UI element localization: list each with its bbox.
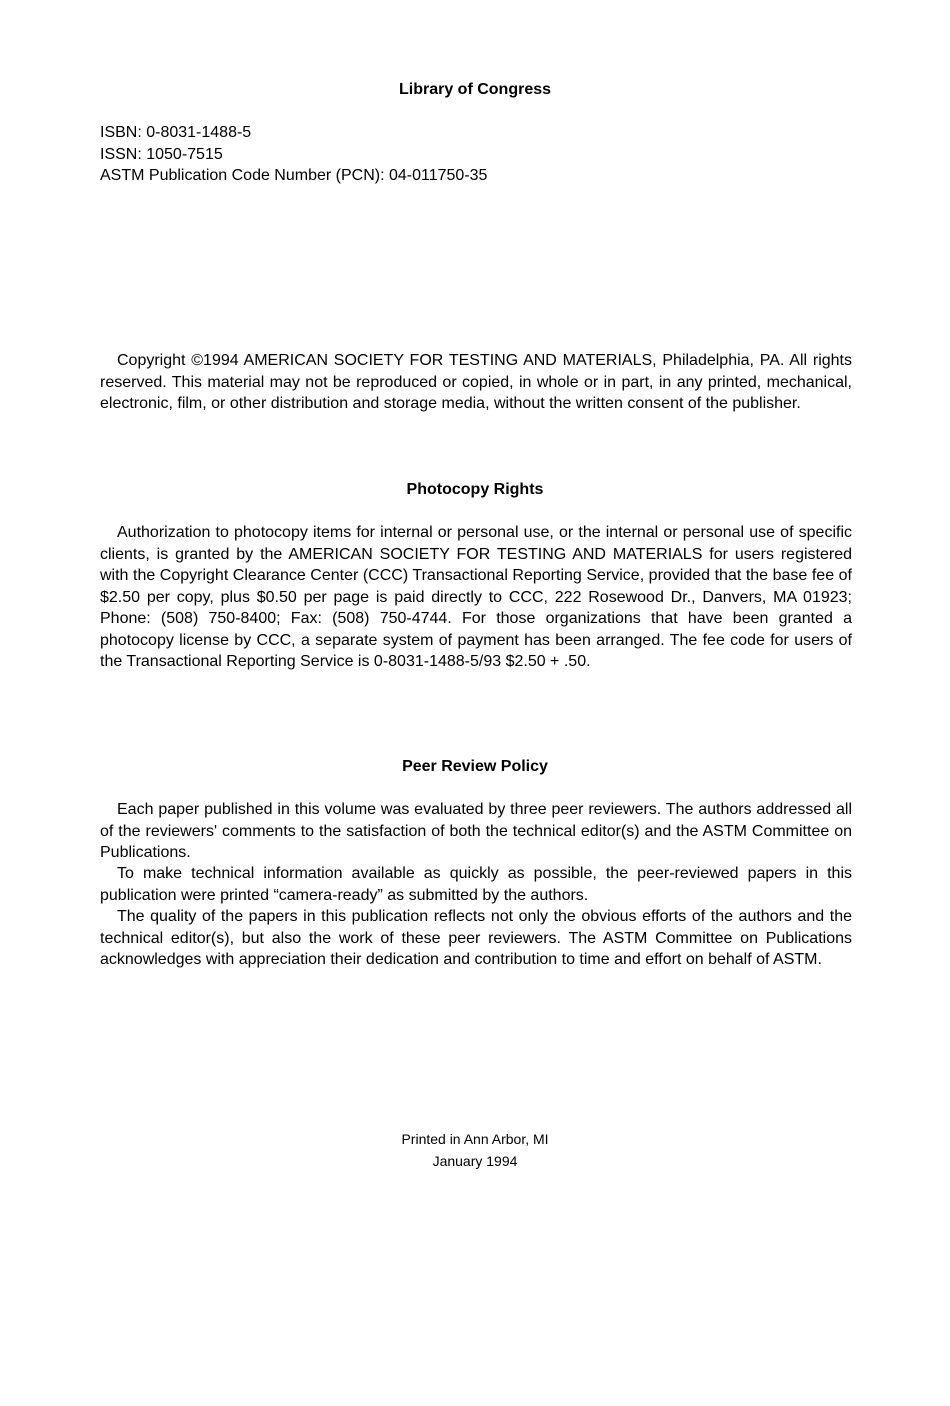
photocopy-rights-text: Authorization to photocopy items for internal or personal use, or the internal or personal use of specific clients, is granted by the AMERICAN SOCIETY FOR TESTING AND MATERIALS for users registered with the Copyright Clearance Center (CCC) Transactional Reporting Service, provided that the base fee of $2.50 per copy, plus $0.50 per page is paid directly to CCC, 222 Rosewood Dr., Danvers, MA 01923; Phone: (508) 750-8400; Fax: (508) 750-4744. For those organizations that have been granted a photocopy license by CCC, a separate system of payment has been arranged. The fee code for users of the Transactional Reporting Service is 0-8031-1488-5/93 $2.50 + .50. (100, 524, 852, 670)
peer-review-text: Each paper published in this volume was evaluated by three peer reviewers. The authors addressed all of the reviewers' comments to the satisfaction of both the technical editor(s) and the ASTM Committee on Publications. (100, 801, 852, 861)
library-of-congress-heading: Library of Congress (398, 81, 552, 98)
photocopy-rights-heading: Photocopy Rights (406, 481, 544, 498)
peer-review-text: The quality of the papers in this publication reflects not only the obvious efforts of the authors and the technical editor(s), but also the work of these peer reviewers. The ASTM Committee on Publications acknowledges with appreciation their dedication and contribution to time and effort on behalf of ASTM. (100, 908, 852, 968)
peer-review-paragraph (100, 906, 852, 971)
peer-review-paragraph (100, 863, 852, 906)
peer-review-paragraph (100, 799, 852, 864)
peer-review-policy-heading: Peer Review Policy (402, 758, 548, 775)
isbn-line: ISBN: 0-8031-1488-5 (100, 124, 252, 141)
copyright-paragraph (100, 350, 852, 415)
printed-date: January 1994 (432, 1153, 518, 1169)
issn-line: ISSN: 1050-7515 (100, 146, 223, 163)
photocopy-rights-paragraph (100, 522, 852, 673)
printed-location: Printed in Ann Arbor, MI (401, 1131, 549, 1147)
copyright-text: Copyright ©1994 AMERICAN SOCIETY FOR TESTING AND MATERIALS, Philadelphia, PA. All rights reserved. This material may not be reproduced or copied, in whole or in part, in any printed, mechanical, electronic, film, or other distribution and storage media, without the written consent of the publisher. (100, 352, 852, 412)
peer-review-text: To make technical information available as quickly as possible, the peer-reviewed papers in this publication were printed “camera-ready” as submitted by the authors. (100, 865, 852, 904)
pcn-line: ASTM Publication Code Number (PCN): 04-011750-35 (100, 167, 488, 184)
